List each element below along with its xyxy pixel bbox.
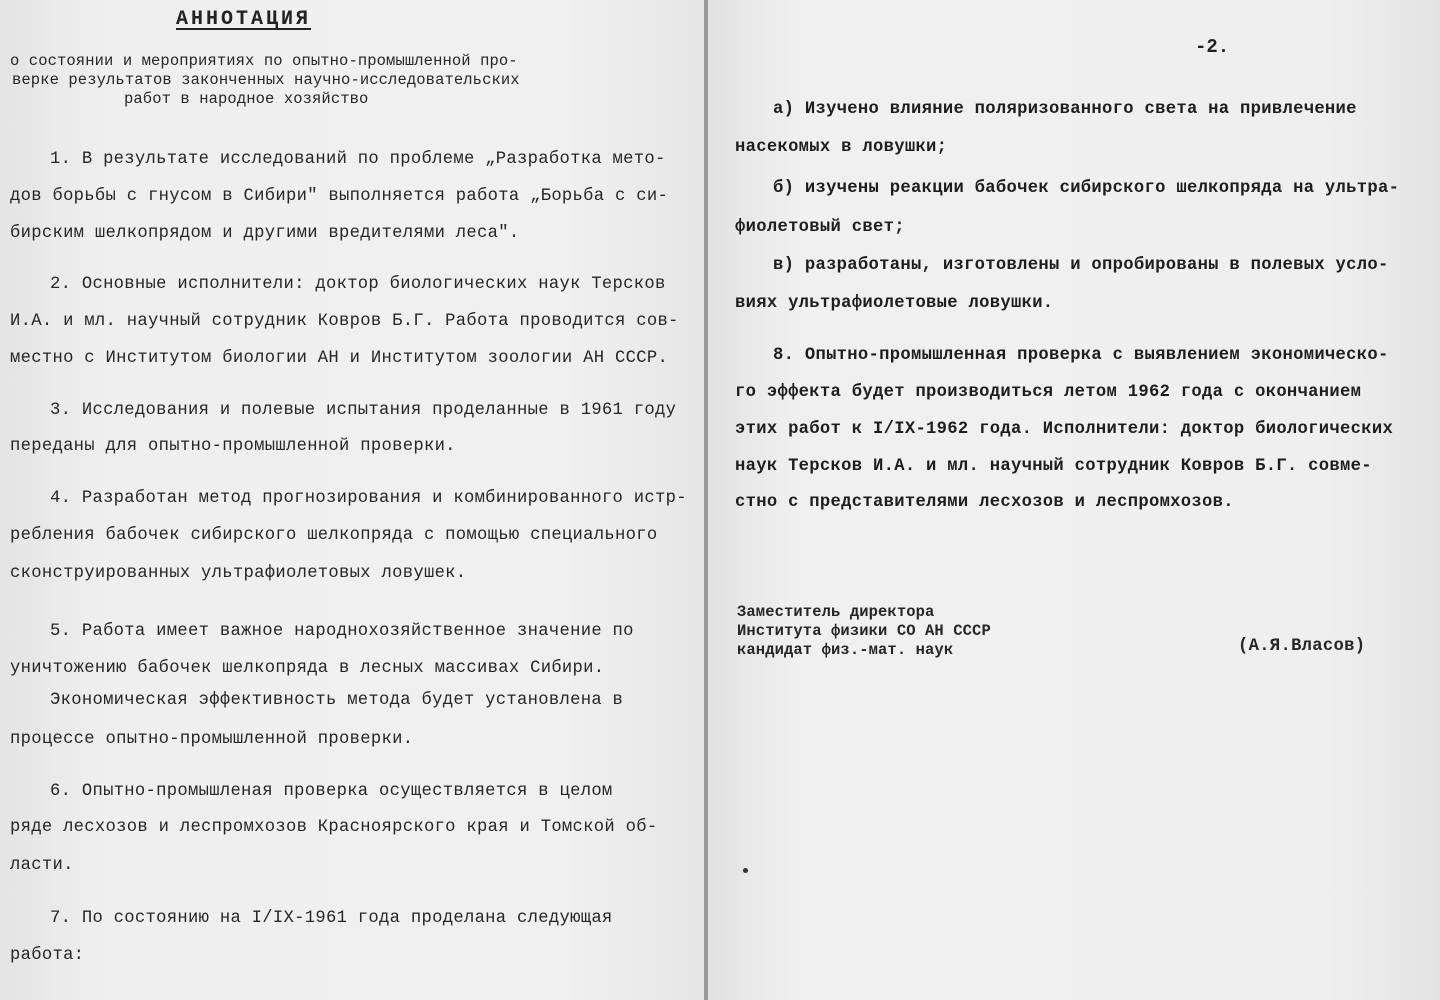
body-line: бирским шелкопрядом и другими вредителями леса". [10,224,520,243]
body-line: процессе опытно-промышленной проверки. [10,730,414,749]
body-line: 6. Опытно-промышленая проверка осуществляется в целом [50,782,613,801]
body-line: 7. По состоянию на I/IX-1961 года проделана следующая [50,909,613,928]
signer-name: (А.Я.Власов) [1238,637,1366,656]
page-number: -2. [1195,36,1230,58]
body-line: Экономическая эффективность метода будет установлена в [50,691,624,710]
body-line: местно с Институтом биологии АН и Институтом зоологии АН СССР. [10,349,669,368]
subtitle-line-2: верке результатов законченных научно-исследовательских [12,71,520,89]
body-line: работа: [10,946,85,965]
body-line: 1. В результате исследований по проблеме „Разработка мето- [50,150,666,169]
body-line: 4. Разработан метод прогнозирования и комбинированного истр- [50,489,687,508]
body-line: ласти. [10,856,74,875]
signature-title-line: Института физики СО АН СССР [737,622,991,640]
subtitle-line-3: работ в народное хозяйство [124,90,369,108]
subtitle-line-1: о состоянии и мероприятиях по опытно-промышленной про- [10,52,518,70]
body-line: 5. Работа имеет важное народнохозяйственное значение по [50,622,634,641]
body-line: го эффекта будет производиться летом 1962 года с окончанием [735,383,1362,402]
body-line: дов борьбы с гнусом в Сибири" выполняется работа „Борьба с си- [10,187,669,206]
body-line: фиолетовый свет; [735,218,905,237]
body-line: ребления бабочек сибирского шелкопряда с помощью специального [10,526,658,545]
signature-title-line: Заместитель директора [737,603,935,621]
body-line: 8. Опытно-промышленная проверка с выявлением экономическо- [773,346,1389,365]
document-title: АННОТАЦИЯ [176,8,312,31]
body-line: наук Терсков И.А. и мл. научный сотрудник Ковров Б.Г. совме- [735,457,1372,476]
body-line: б) изучены реакции бабочек сибирского шелкопряда на ультра- [773,179,1400,198]
body-line: этих работ к I/IX-1962 года. Исполнители: доктор биологических [735,420,1394,439]
body-line: 2. Основные исполнители: доктор биологических наук Терсков [50,275,666,294]
body-line: виях ультрафиолетовые ловушки. [735,294,1054,313]
body-line: уничтожению бабочек шелкопряда в лесных массивах Сибири. [10,659,605,678]
body-line: в) разработаны, изготовлены и опробированы в полевых усло- [773,256,1389,275]
body-line: а) Изучено влияние поляризованного света на привлечение [773,100,1357,119]
body-line: 3. Исследования и полевые испытания проделанные в 1961 году [50,401,677,420]
signature-title-line: кандидат физ.-мат. наук [737,641,954,659]
body-line: ряде лесхозов и леспромхозов Красноярского края и Томской об- [10,818,658,837]
body-line: стно с представителями лесхозов и леспромхозов. [735,493,1234,512]
body-line: переданы для опытно-промышленной проверки. [10,437,456,456]
ink-dot [743,868,748,873]
body-line: сконструированных ультрафиолетовых ловушек. [10,564,467,583]
left-page [0,0,704,1000]
body-line: И.А. и мл. научный сотрудник Ковров Б.Г. Работа проводится сов- [10,312,679,331]
body-line: насекомых в ловушки; [735,138,948,157]
